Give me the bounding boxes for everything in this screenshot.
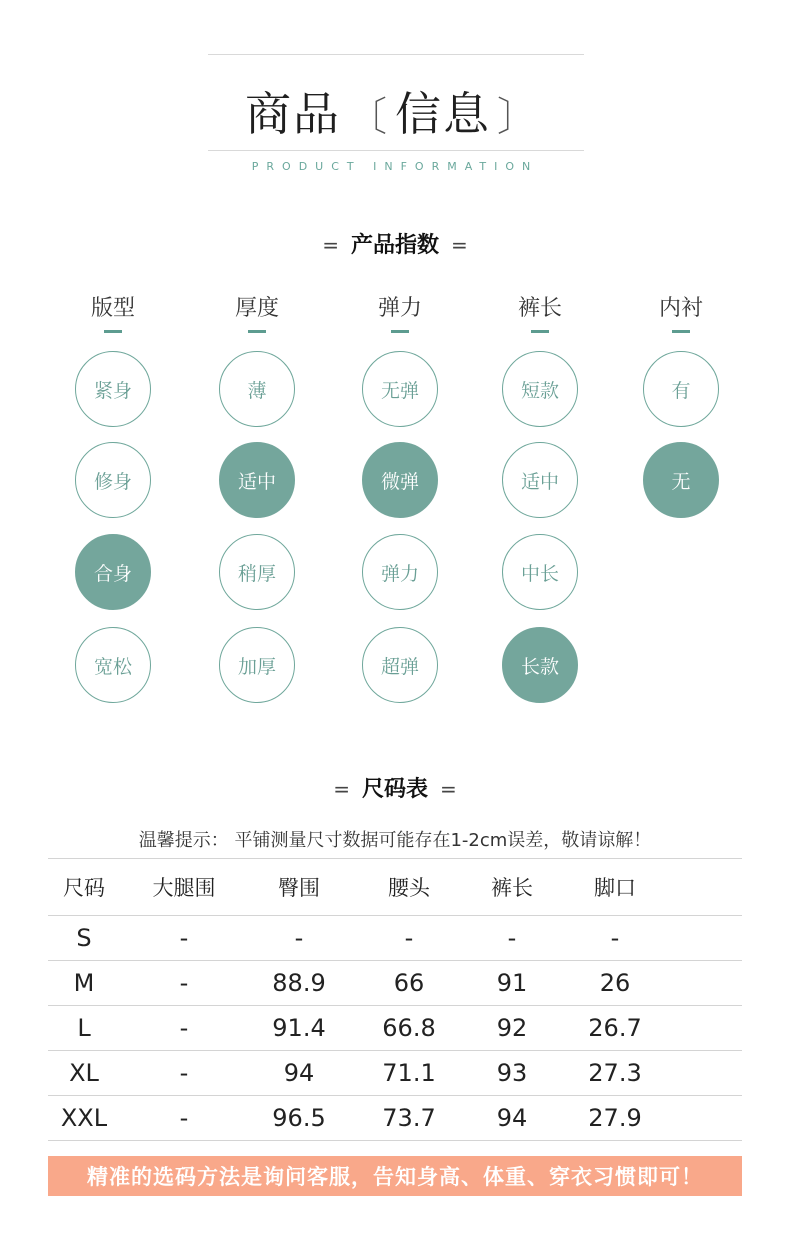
- table-row: [48, 1095, 742, 1141]
- table-cell: 27.3: [588, 1059, 642, 1087]
- table-cell: XXL: [60, 1104, 108, 1132]
- table-cell: -: [610, 924, 620, 952]
- bracket-open: 〔: [347, 94, 389, 140]
- table-row: [48, 960, 742, 1005]
- table-cell: -: [179, 1059, 189, 1087]
- table-cell: L: [77, 1014, 91, 1042]
- column-label: 厚度: [234, 296, 279, 321]
- page-subtitle: PRODUCT INFORMATION: [251, 160, 539, 173]
- table-cell: XL: [69, 1059, 99, 1087]
- table-cell: 73.7: [382, 1104, 436, 1132]
- table-cell: M: [73, 969, 95, 997]
- table-cell: S: [76, 924, 92, 952]
- table-row: [48, 1005, 742, 1050]
- table-cell: -: [179, 1014, 189, 1042]
- measurement-tip: 温馨提示： 平铺测量尺寸数据可能存在1-2cm误差，敬请谅解！: [138, 830, 652, 851]
- index-column-lining: [621, 292, 741, 333]
- index-column-thickness: [197, 292, 317, 333]
- table-cell: 66: [393, 969, 425, 997]
- column-underline: [248, 330, 266, 333]
- column-label: 裤长: [517, 296, 562, 321]
- header-cell: 腰头: [388, 876, 430, 900]
- option-circle: 有: [643, 351, 719, 427]
- option-circle: 短款: [502, 351, 578, 427]
- table-cell: 96.5: [272, 1104, 326, 1132]
- column-label: 弹力: [377, 296, 422, 321]
- option-circle: 弹力: [362, 534, 438, 610]
- table-cell: 26.7: [588, 1014, 642, 1042]
- table-cell: 71.1: [382, 1059, 436, 1087]
- table-cell: 91.4: [272, 1014, 326, 1042]
- sizing-advice-banner: 精准的选码方法是询问客服，告知身高、体重、穿衣习惯即可！: [48, 1156, 742, 1196]
- index-column-length: [480, 292, 600, 333]
- table-cell: 91: [496, 969, 528, 997]
- column-underline: [391, 330, 409, 333]
- header-cell: 大腿围: [152, 876, 216, 900]
- index-section-heading: [0, 228, 790, 259]
- table-cell: 92: [496, 1014, 528, 1042]
- table-row: [48, 915, 742, 960]
- index-column-elasticity: [340, 292, 460, 333]
- table-cell: 27.9: [588, 1104, 642, 1132]
- eq-right: =: [451, 233, 468, 257]
- option-circle: 修身: [75, 442, 151, 518]
- eq-right: =: [440, 777, 457, 801]
- header-cell: 尺码: [63, 876, 105, 900]
- eq-left: =: [322, 233, 339, 257]
- table-cell: -: [179, 1104, 189, 1132]
- table-cell: -: [179, 969, 189, 997]
- table-cell: 26: [599, 969, 631, 997]
- table-cell: -: [294, 924, 304, 952]
- page-title: [0, 78, 790, 144]
- index-column-fit: [53, 292, 173, 333]
- header-cell: 裤长: [491, 876, 533, 900]
- option-circle-selected: 无: [643, 442, 719, 518]
- header-cell: 脚口: [594, 876, 636, 900]
- size-table: [48, 858, 742, 1141]
- column-underline: [672, 330, 690, 333]
- table-cell: -: [179, 924, 189, 952]
- table-cell: 94: [283, 1059, 315, 1087]
- table-cell: -: [404, 924, 414, 952]
- option-circle: 宽松: [75, 627, 151, 703]
- table-cell: 66.8: [382, 1014, 436, 1042]
- table-cell: -: [507, 924, 517, 952]
- size-heading-text: 尺码表: [361, 777, 428, 802]
- index-heading-text: 产品指数: [350, 233, 439, 258]
- table-cell: 93: [496, 1059, 528, 1087]
- option-circle-selected: 微弹: [362, 442, 438, 518]
- table-cell: 88.9: [272, 969, 326, 997]
- option-circle: 紧身: [75, 351, 151, 427]
- option-circle: 适中: [502, 442, 578, 518]
- option-circle-selected: 合身: [75, 534, 151, 610]
- column-underline: [531, 330, 549, 333]
- table-header-row: [48, 858, 742, 915]
- column-underline: [104, 330, 122, 333]
- option-circle: 稍厚: [219, 534, 295, 610]
- option-circle-selected: 适中: [219, 442, 295, 518]
- top-divider: [208, 54, 584, 55]
- table-row: [48, 1050, 742, 1095]
- option-circle: 薄: [219, 351, 295, 427]
- option-circle: 中长: [502, 534, 578, 610]
- option-circle: 超弹: [362, 627, 438, 703]
- column-label: 内衬: [658, 296, 703, 321]
- header-cell: 臀围: [278, 876, 320, 900]
- eq-left: =: [333, 777, 350, 801]
- title-part-1: 商品: [245, 87, 341, 141]
- size-section-heading: [0, 772, 790, 803]
- option-circle: 加厚: [219, 627, 295, 703]
- title-part-2: 信息: [395, 87, 491, 141]
- bracket-close: 〕: [497, 94, 539, 140]
- table-cell: 94: [496, 1104, 528, 1132]
- option-circle: 无弹: [362, 351, 438, 427]
- option-circle-selected: 长款: [502, 627, 578, 703]
- column-label: 版型: [90, 296, 135, 321]
- title-divider: [208, 150, 584, 151]
